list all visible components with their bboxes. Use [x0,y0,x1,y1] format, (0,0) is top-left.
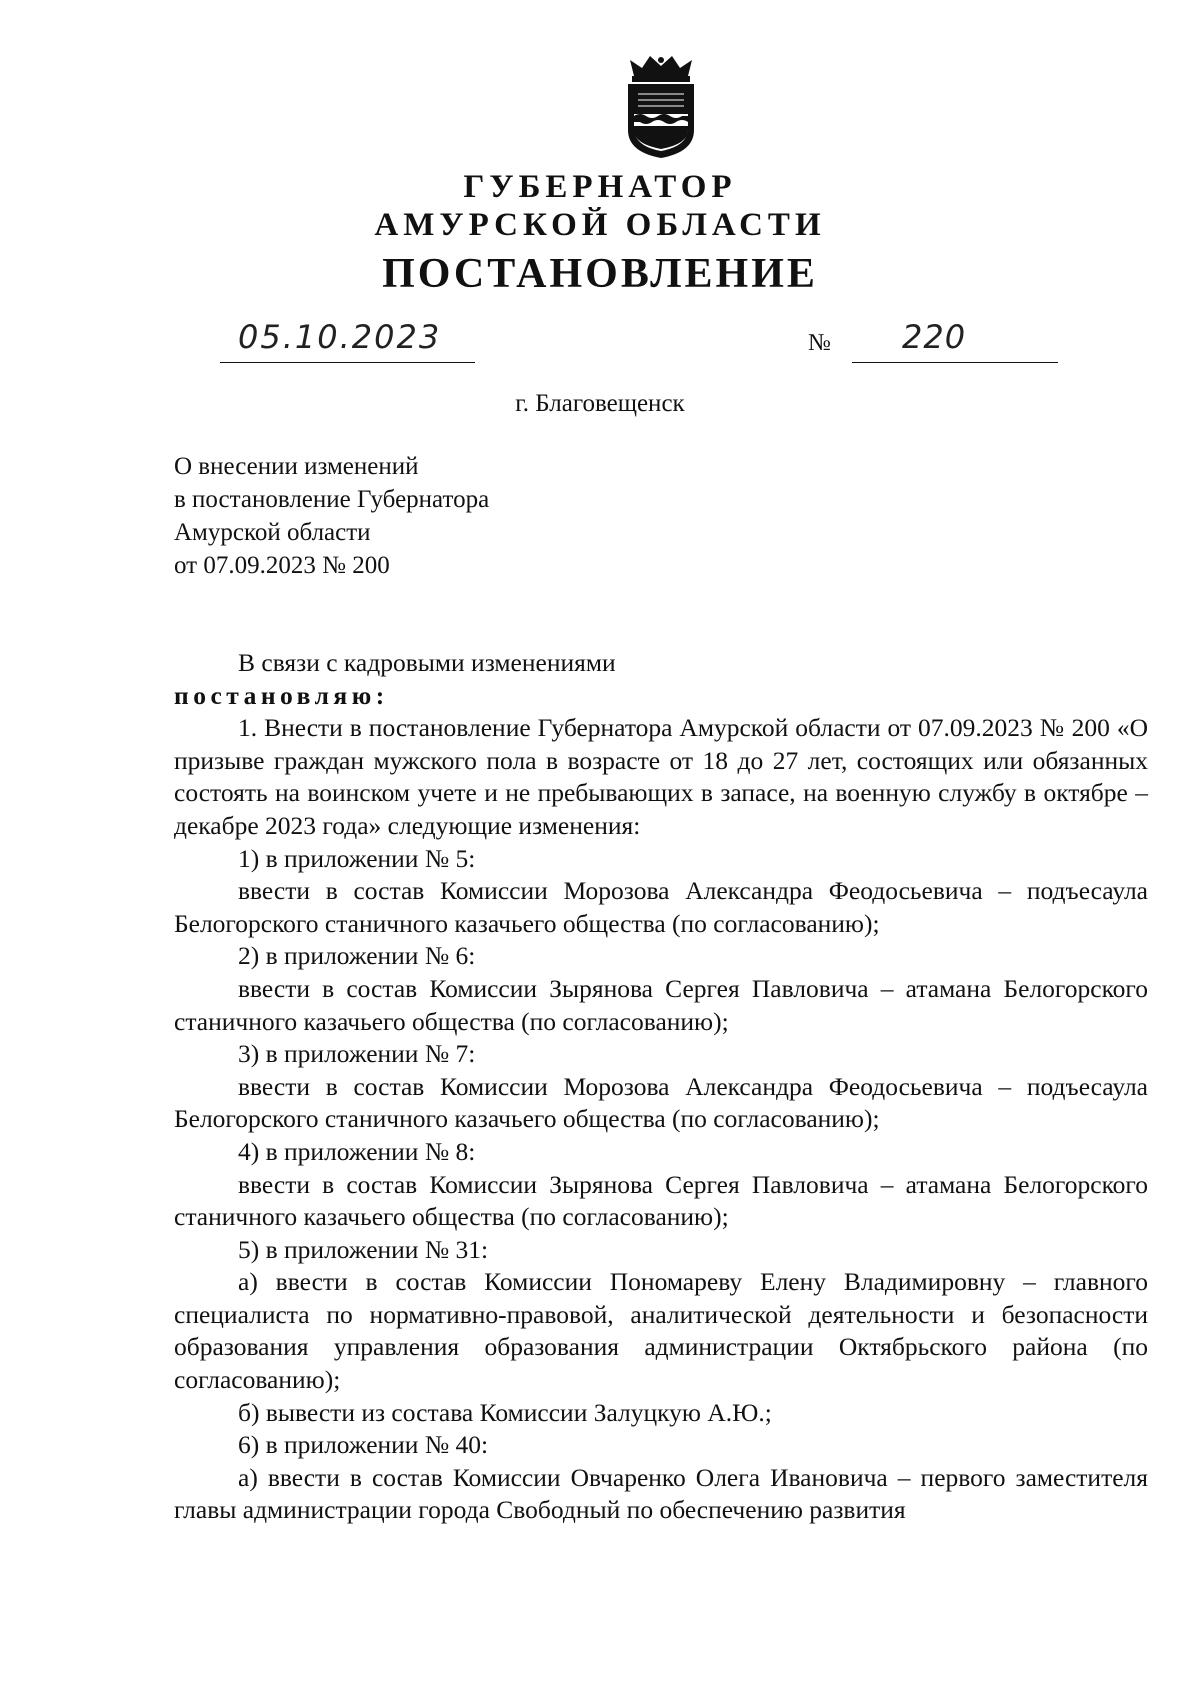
document-date: 05.10.2023 [238,318,442,356]
document-subject [174,450,489,582]
coat-of-arms-icon [620,52,702,160]
decree-word-colon: : [375,680,389,710]
paragraph: а) ввести в состав Комиссии Пономареву Елену Владимировну – главного специалиста по нормативно-правовой, аналитической деятельности и безопасности образования управления образования администрации Октябрьского района (по согласованию); [174,1267,1148,1395]
decree-word-text: постановляю [174,680,376,710]
paragraph: 4) в приложении № 8: [238,1136,476,1166]
document-type: ПОСТАНОВЛЕНИЕ [382,251,818,297]
paragraph: ввести в состав Комиссии Морозова Александра Феодосьевича – подъесаула Белогорского станичного казачьего общества (по согласованию); [174,876,1148,938]
decree-word [174,680,1148,713]
preamble: В связи с кадровыми изменениями [238,648,616,677]
governor-title: ГУБЕРНАТОР [463,169,737,205]
city: г. Благовещенск [515,390,685,417]
paragraph: 1) в приложении № 5: [238,843,476,873]
paragraph: 5) в приложении № 31: [238,1234,489,1264]
paragraph: а) ввести в состав Комиссии Овчаренко Олега Ивановича – первого заместителя главы администрации города Свободный по обеспечению развития [174,1462,1148,1525]
region-title: АМУРСКОЙ ОБЛАСТИ [374,207,826,243]
document-number: 220 [902,318,967,356]
paragraph: ввести в состав Комиссии Зырянова Сергея Павловича – атамана Белогорского станичного казачьего общества (по согласованию); [174,973,1148,1036]
subject-line: О внесении изменений [174,453,419,480]
paragraph: 6) в приложении № 40: [238,1430,489,1460]
paragraph: ввести в состав Комиссии Зырянова Сергея Павловича – атамана Белогорского станичного казачьего общества (по согласованию); [174,1169,1148,1232]
number-label: № [808,330,831,356]
subject-line: от 07.09.2023 № 200 [174,552,390,579]
paragraph: 1. Внести в постановление Губернатора Амурской области от 07.09.2023 № 200 «О призыве граждан мужского пола в возрасте от 18 до 27 лет, состоящих или обязанных состоять на воинском учете и не пребывающих в запасе, на военную службу в октябре – декабре 2023 года» следующие изменения: [174,713,1148,840]
paragraph: ввести в состав Комиссии Морозова Александра Феодосьевича – подъесаула Белогорского станичного казачьего общества (по согласованию); [174,1071,1148,1134]
paragraph: 3) в приложении № 7: [238,1039,476,1069]
paragraph: 2) в приложении № 6: [238,941,476,971]
subject-line: в постановление Губернатора [174,486,490,513]
subject-line: Амурской области [174,519,371,546]
paragraph: б) вывести из состава Комиссии Залуцкую А.Ю.; [238,1397,772,1427]
document-body [174,647,1148,1527]
